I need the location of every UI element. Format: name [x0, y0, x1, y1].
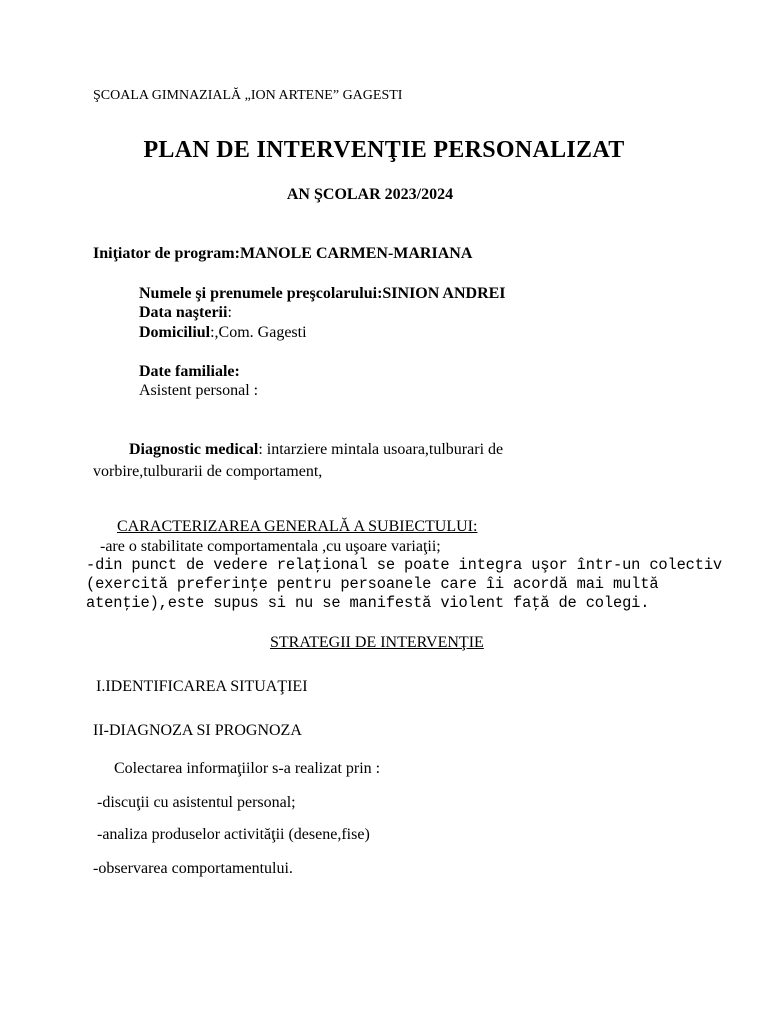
- child-name-line: [139, 285, 506, 303]
- diagnostic-text-1: : intarziere mintala usoara,tulburari de: [258, 441, 504, 458]
- child-name-label: Numele şi prenumele preşcolarului:: [139, 285, 383, 302]
- school-name: ŞCOALA GIMNAZIALĂ „ION ARTENE” GAGESTI: [93, 88, 403, 103]
- section-diagnosis: II-DIAGNOZA SI PROGNOZA: [93, 722, 302, 739]
- personal-assistant: Asistent personal :: [139, 382, 259, 399]
- characterization-line-1: -are o stabilitate comportamentala ,cu uşoare variaţii;: [100, 538, 441, 555]
- characterization-title-line: [117, 518, 477, 536]
- characterization-colon: :: [473, 518, 478, 535]
- birth-date-line: [139, 304, 232, 322]
- diagnostic-line-1: [129, 441, 503, 459]
- diagnostic-text-2: vorbire,tulburarii de comportament,: [93, 463, 323, 480]
- home-value: :,Com. Gagesti: [210, 324, 307, 341]
- characterization-title: CARACTERIZAREA GENERALĂ A SUBIECTULUI: [117, 518, 473, 535]
- list-item: -discuţii cu asistentul personal;: [97, 794, 296, 811]
- diagnostic-label: Diagnostic medical: [129, 441, 259, 458]
- list-item: -analiza produselor activităţii (desene,fise): [97, 826, 370, 843]
- characterization-line-4: atenţie),este supus si nu se manifestă violent faţă de colegi.: [86, 594, 650, 612]
- characterization-line-3: (exercită preferinţe pentru persoanele care îi acordă mai multă: [86, 575, 659, 593]
- school-year: AN ŞCOLAR 2023/2024: [286, 186, 454, 203]
- birth-date-value: :: [227, 304, 232, 321]
- family-data-label: Date familiale:: [139, 363, 240, 380]
- program-initiator: Iniţiator de program:MANOLE CARMEN-MARIANA: [93, 245, 473, 262]
- characterization-line-2: -din punct de vedere relaţional se poate integra uşor într-un colectiv: [86, 556, 723, 574]
- collection-intro: Colectarea informaţiilor s-a realizat prin :: [114, 760, 381, 777]
- strategies-title: STRATEGII DE INTERVENŢIE: [270, 634, 484, 651]
- list-item: -observarea comportamentului.: [93, 860, 293, 877]
- child-name-value: SINION ANDREI: [382, 285, 506, 302]
- section-identification: I.IDENTIFICAREA SITUAŢIEI: [96, 678, 308, 695]
- home-line: [139, 324, 307, 342]
- birth-date-label: Data naşterii: [139, 304, 228, 321]
- document-title: PLAN DE INTERVENŢIE PERSONALIZAT: [143, 137, 625, 163]
- home-label: Domiciliul: [139, 324, 211, 341]
